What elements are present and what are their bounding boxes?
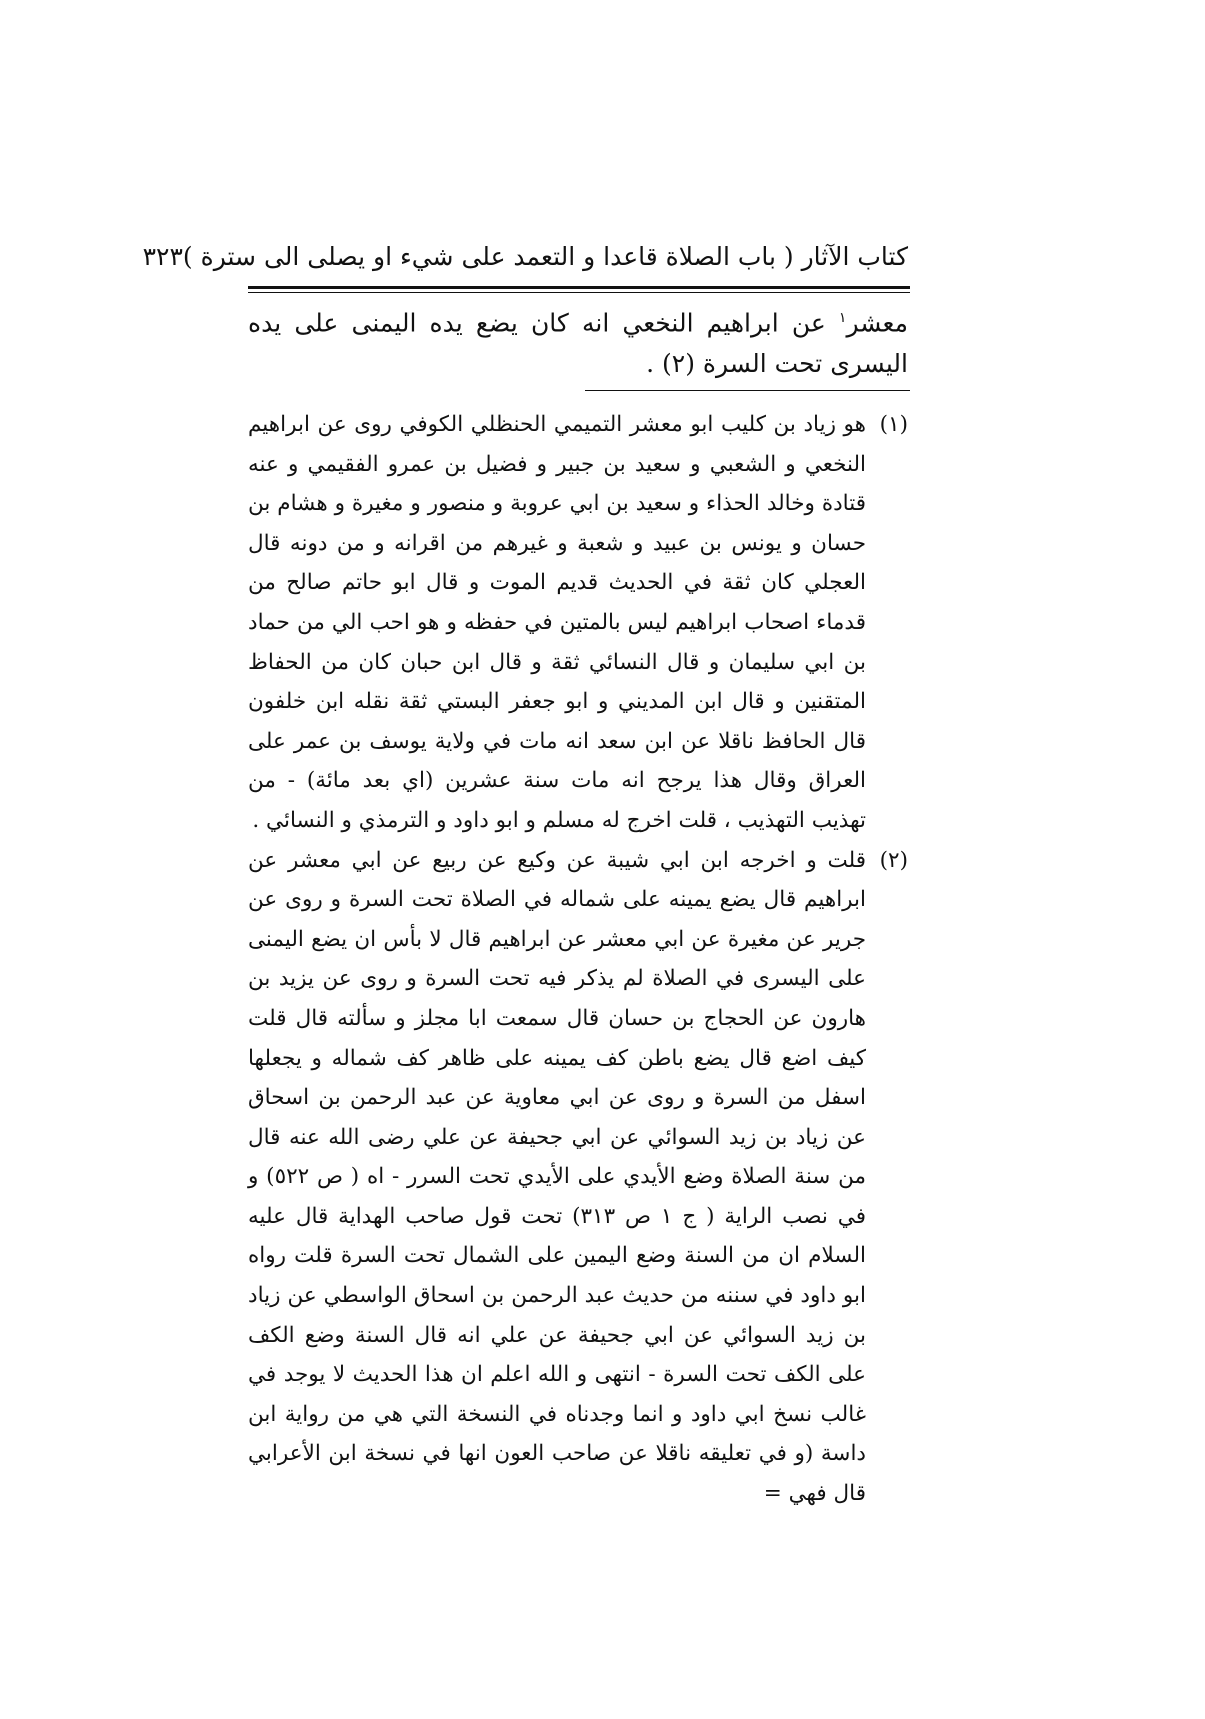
footnotes: [248, 405, 908, 1514]
header-title: كتاب الآثار ( باب الصلاة قاعدا و التعمد على شيء او يصلى الى سترة ): [182, 241, 908, 271]
main-text-start: معشر: [846, 308, 908, 338]
footnote-2: [248, 841, 908, 1514]
footnote-1: [248, 405, 908, 841]
footnote-number: (١): [879, 412, 908, 437]
footnote-separator: [585, 390, 910, 391]
main-text: [248, 298, 908, 384]
header-rule-thin: [248, 292, 910, 293]
running-head: [142, 236, 908, 276]
footnote-ref-marker: ١: [838, 310, 847, 326]
footnote-text: قلت و اخرجه ابن ابي شيبة عن وكيع عن ربيع عن ابي معشر عن ابراهيم قال يضع يمينه على شماله في الصلاة تحت السرة و روى عن جرير عن مغيرة عن ابي معشر عن ابراهيم قال لا بأس ان يضع اليمنى على اليسرى في الصلاة لم يذكر فيه تحت السرة و روى عن يزيد بن هارون عن الحجاج بن حسان قال سمعت ابا مجلز و سألته قال قلت كيف اضع قال يضع باطن كف يمينه على ظاهر كف شماله و يجعلها اسفل من السرة و روى عن ابي معاوية عن عبد الرحمن بن اسحاق عن زياد بن زيد السوائي عن ابي جحيفة عن علي رضى الله عنه قال من سنة الصلاة وضع الأيدي على الأيدي تحت السرر - اه ( ص ٥٢٢) و في نصب الراية ( ج ١ ص ٣١٣) تحت قول صاحب الهداية قال عليه السلام ان من السنة وضع اليمين على الشمال تحت السرة قلت رواه ابو داود في سننه من حديث عبد الرحمن بن اسحاق الواسطي عن زياد بن زيد السوائي عن ابي جحيفة عن علي انه قال السنة وضع الكف على الكف تحت السرة - انتهى و الله اعلم ان هذا الحديث لا يوجد في غالب نسخ ابي داود و انما وجدناه في النسخة التي هي من رواية ابن داسة (و في تعليقه ناقلا عن صاحب العون انها في نسخة ابن الأعرابي قال فهي =: [248, 847, 866, 1507]
footnote-number: (٢): [879, 847, 908, 873]
footnote-text: هو زياد بن كليب ابو معشر التميمي الحنظلي الكوفي روى عن ابراهيم النخعي و الشعبي و سعيد بن جبير و فضيل بن عمرو الفقيمي و عنه قتادة وخالد الحذاء و سعيد بن ابي عروبة و منصور و مغيرة و هشام بن حسان و يونس بن عبيد و شعبة و غيرهم من اقرانه و من دونه قال العجلي كان ثقة في الحديث قديم الموت و قال ابو حاتم صالح من قدماء اصحاب ابراهيم ليس بالمتين في حفظه و هو احب الي من حماد بن ابي سليمان و قال النسائي ثقة و قال ابن حبان كان من الحفاظ المتقنين و قال ابن المديني و ابو جعفر البستي ثقة نقله ابن خلفون قال الحافظ ناقلا عن ابن سعد انه مات في ولاية يوسف بن عمر على العراق وقال هذا يرجح انه مات سنة عشرين (اي بعد مائة) - من تهذيب التهذيب ، قلت اخرج له مسلم و ابو داود و الترمذي و النسائي .: [248, 412, 866, 833]
header-rule-thick: [248, 286, 910, 289]
page-number: ٣٢٣: [142, 241, 183, 271]
main-text-rest: عن ابراهيم النخعي انه كان يضع يده اليمنى على يده اليسرى تحت السرة (٢) .: [248, 308, 908, 379]
